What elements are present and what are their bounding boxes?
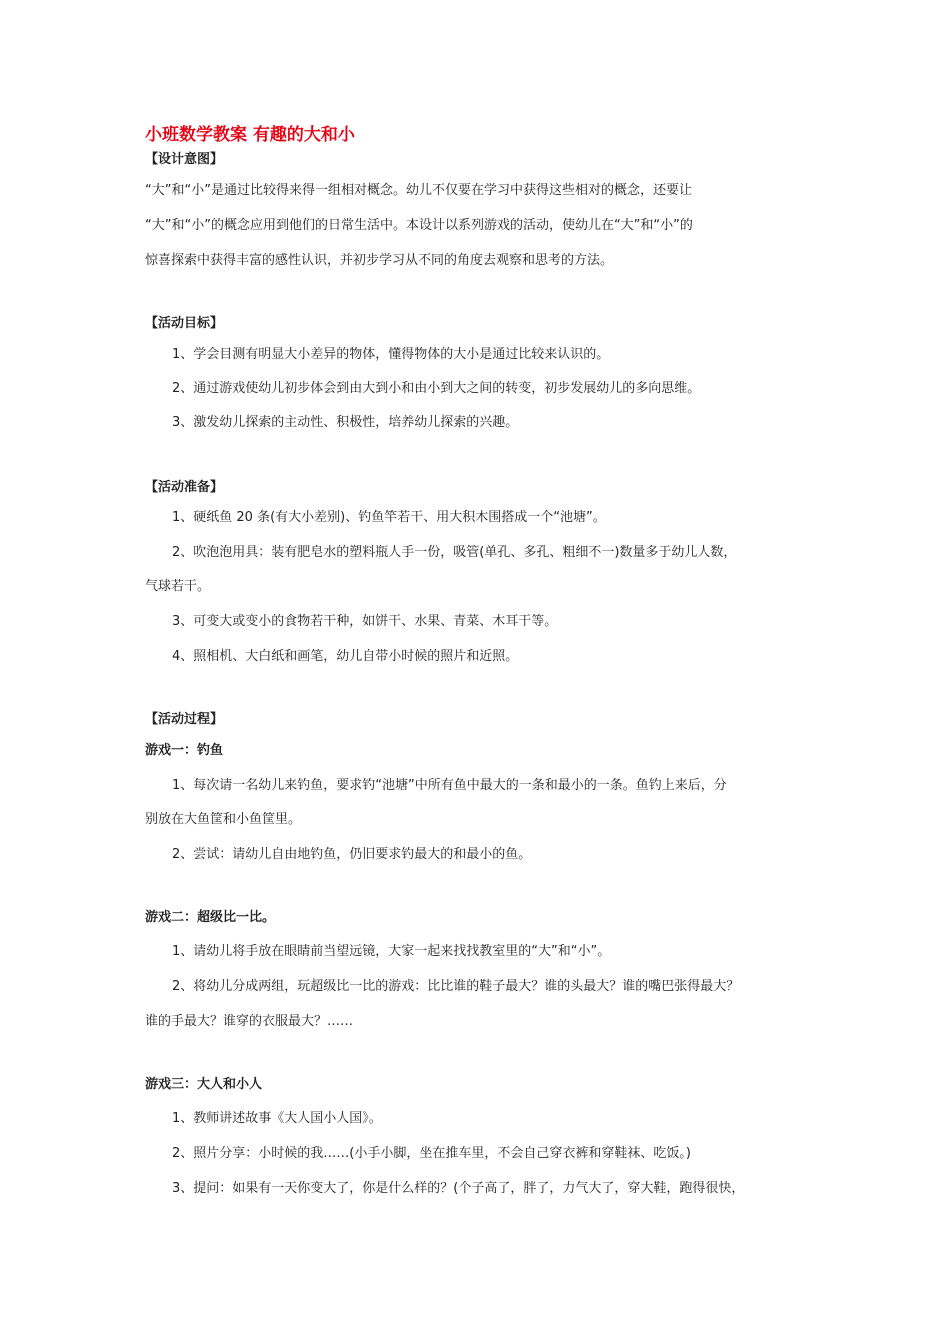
design-text-line: 惊喜探索中获得丰富的感性认识，并初步学习从不同的角度去观察和思考的方法。 (145, 253, 614, 268)
prep-heading: 【活动准备】 (145, 480, 224, 495)
game3-line: 1、教师讲述故事《大人国小人国》。 (172, 1111, 382, 1126)
document-title: 小班数学教案 有趣的大和小 (145, 125, 355, 145)
goal-item: 1、学会目测有明显大小差异的物体，懂得物体的大小是通过比较来认识的。 (172, 347, 610, 362)
process-heading: 【活动过程】 (145, 712, 224, 727)
goals-heading: 【活动目标】 (145, 316, 224, 331)
game1-line: 1、每次请一名幼儿来钓鱼，要求钓“池塘”中所有鱼中最大的一条和最小的一条。鱼钓上来后，分 (172, 778, 727, 793)
prep-item: 1、硬纸鱼 20 条(有大小差别)、钓鱼竿若干、用大积木围搭成一个“池塘”。 (172, 510, 606, 525)
goal-item: 3、激发幼儿探索的主动性、积极性，培养幼儿探索的兴趣。 (172, 415, 519, 430)
game1-line: 别放在大鱼筐和小鱼筐里。 (145, 812, 302, 827)
prep-item: 3、可变大或变小的食物若干种，如饼干、水果、青菜、木耳干等。 (172, 614, 558, 629)
prep-item-continuation: 气球若干。 (145, 579, 211, 594)
game2-line: 1、请幼儿将手放在眼睛前当望远镜，大家一起来找找教室里的“大”和“小”。 (172, 944, 611, 959)
design-text-line: “大”和“小”是通过比较得来得一组相对概念。幼儿不仅要在学习中获得这些相对的概念，还要让 (145, 183, 692, 198)
goal-item: 2、通过游戏使幼儿初步体会到由大到小和由小到大之间的转变，初步发展幼儿的多向思维。 (172, 381, 701, 396)
prep-item: 2、吹泡泡用具：装有肥皂水的塑料瓶人手一份，吸管(单孔、多孔、粗细不一)数量多于幼儿人数， (172, 545, 737, 560)
game1-title: 游戏一：钓鱼 (145, 743, 224, 758)
prep-item: 4、照相机、大白纸和画笔，幼儿自带小时候的照片和近照。 (172, 649, 519, 664)
game2-title: 游戏二：超级比一比。 (145, 910, 276, 925)
design-text-line: “大”和“小”的概念应用到他们的日常生活中。本设计以系列游戏的活动，使幼儿在“大”和“小”的 (145, 218, 693, 233)
game3-line: 3、提问：如果有一天你变大了，你是什么样的？(个子高了，胖了，力气大了，穿大鞋，跑得很快， (172, 1181, 745, 1196)
game1-line: 2、尝试：请幼儿自由地钓鱼，仍旧要求钓最大的和最小的鱼。 (172, 847, 532, 862)
game2-line: 2、将幼儿分成两组，玩超级比一比的游戏：比比谁的鞋子最大？谁的头最大？谁的嘴巴张得最大？ (172, 979, 740, 994)
design-heading: 【设计意图】 (145, 152, 224, 167)
game3-title: 游戏三：大人和小人 (145, 1077, 263, 1092)
game2-line: 谁的手最大？谁穿的衣服最大？…… (145, 1014, 354, 1029)
game3-line: 2、照片分享：小时候的我……(小手小脚，坐在推车里，不会自己穿衣裤和穿鞋袜、吃饭。) (172, 1146, 691, 1161)
